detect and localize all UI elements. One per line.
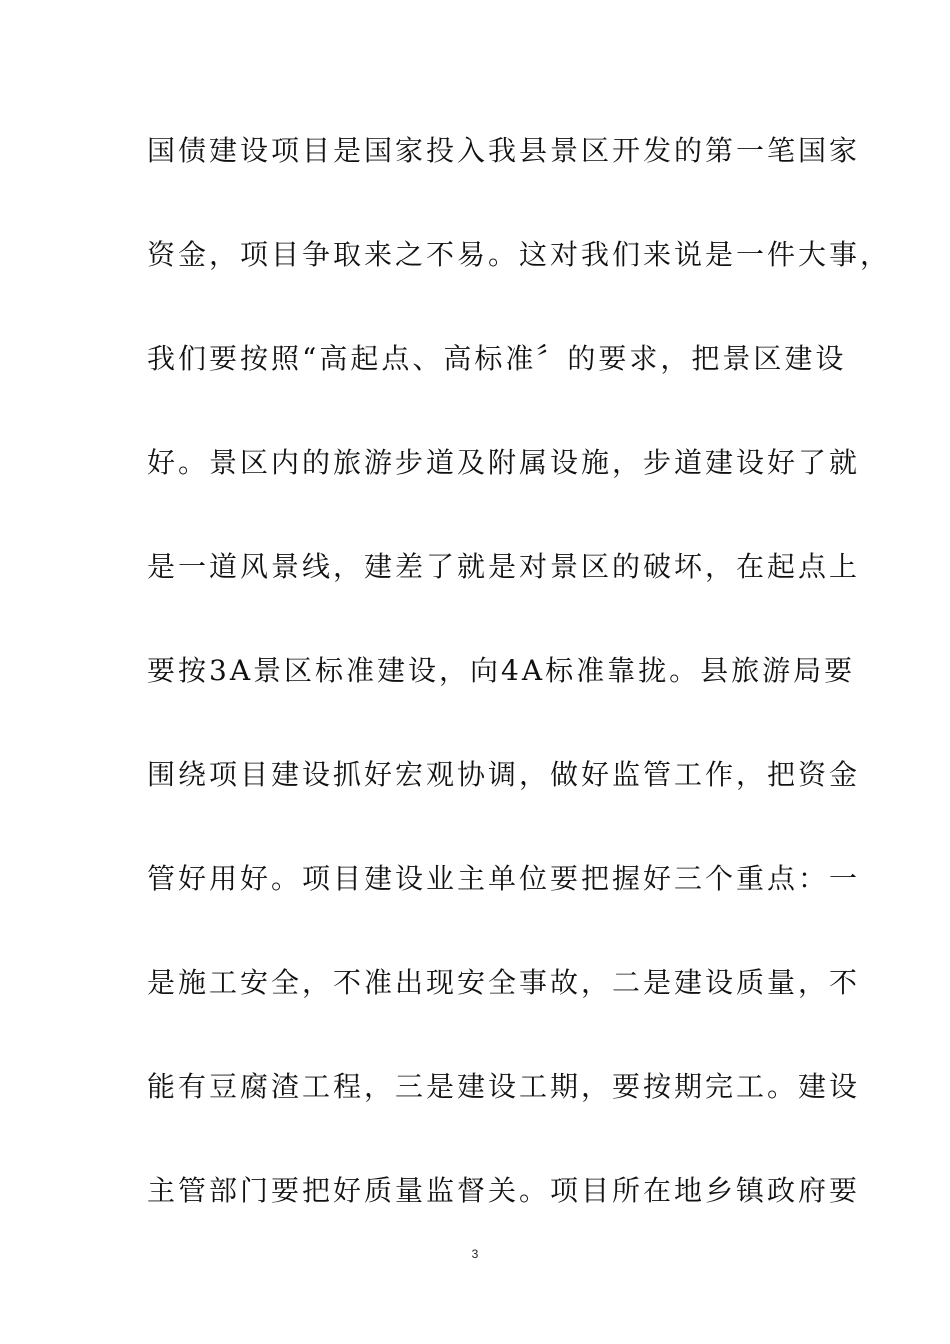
text-line: 是一道风景线，建差了就是对景区的破坏，在起点上 (147, 550, 861, 583)
text-line: 好。景区内的旅游步道及附属设施，步道建设好了就 (147, 446, 861, 479)
text-line: 主管部门要把好质量监督关。项目所在地乡镇政府要 (147, 1174, 861, 1207)
text-line: 围绕项目建设抓好宏观协调，做好监管工作，把资金 (147, 758, 861, 791)
text-line: 是施工安全，不准出现安全事故，二是建设质量，不 (147, 966, 861, 999)
text-line: 国债建设项目是国家投入我县景区开发的第一笔国家 (147, 134, 861, 167)
body-paragraph (147, 125, 892, 1269)
page-number: 3 (471, 1247, 479, 1261)
text-line: 要按3A景区标准建设，向4A标准靠拢。县旅游局要 (147, 654, 856, 687)
text-line: 资金，项目争取来之不易。这对我们来说是一件大事， (147, 238, 892, 271)
text-line: 我们要按照“高起点、高标准〞的要求，把景区建设 (147, 342, 847, 375)
text-line: 管好用好。项目建设业主单位要把握好三个重点：一 (147, 862, 861, 895)
text-line: 能有豆腐渣工程，三是建设工期，要按期完工。建设 (147, 1070, 861, 1103)
